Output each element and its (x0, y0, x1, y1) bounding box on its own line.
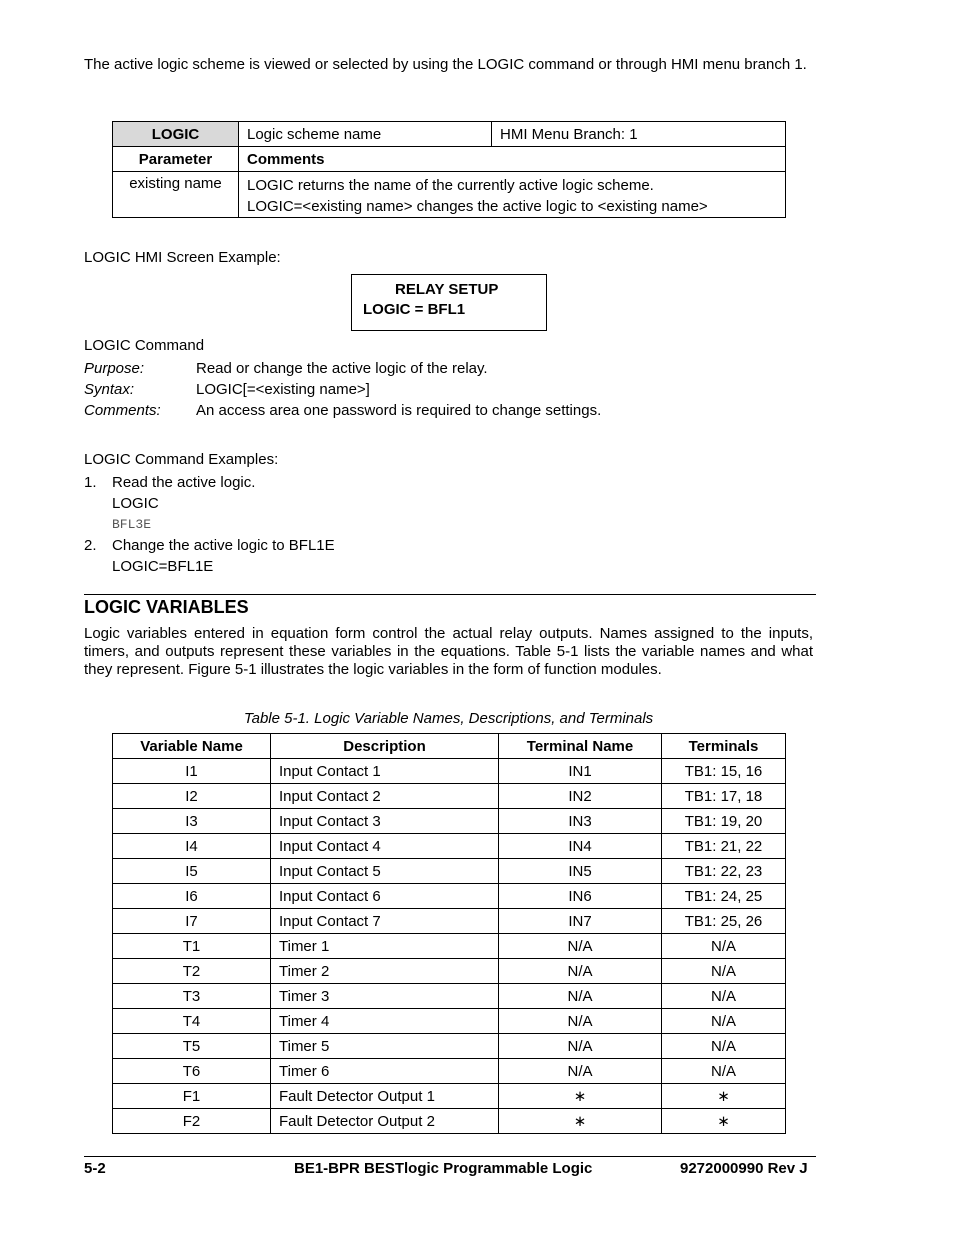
examples-title: LOGIC Command Examples: (84, 451, 279, 468)
comment-line: LOGIC returns the name of the currently active logic scheme. (247, 177, 654, 194)
table-cell: Input Contact 1 (271, 759, 499, 784)
syntax-label: Syntax: (84, 381, 135, 398)
comment-line: LOGIC=<existing name> changes the active logic to <existing name> (247, 198, 708, 215)
table-cell: N/A (499, 959, 662, 984)
section-rule (84, 594, 816, 595)
example-command: LOGIC (112, 495, 159, 512)
column-header: Variable Name (113, 734, 271, 759)
table-cell: TB1: 17, 18 (662, 784, 786, 809)
table-row (113, 784, 786, 809)
table-cell: I1 (113, 759, 271, 784)
table-cell: Input Contact 5 (271, 859, 499, 884)
table-row (113, 1109, 786, 1134)
table-row (113, 884, 786, 909)
table-row (113, 1009, 786, 1034)
footer-page-number: 5-2 (84, 1160, 106, 1177)
section-paragraph: Logic variables entered in equation form control the actual relay outputs. Names assigned to the inputs, timers, and outputs represent these variables in the equations. Table 5-1 lists the variable names and what they represent. Figure 5-1 illustrates the logic variables in the form of function modules. (84, 625, 813, 678)
table-cell: I5 (113, 859, 271, 884)
example-number: 1. (84, 474, 97, 491)
table-row (113, 1084, 786, 1109)
table-row (113, 859, 786, 884)
table-cell: N/A (662, 934, 786, 959)
comments-header: Comments (239, 147, 786, 172)
table-cell: TB1: 25, 26 (662, 909, 786, 934)
example-number: 2. (84, 537, 97, 554)
table-cell: N/A (662, 1034, 786, 1059)
table-cell: F1 (113, 1084, 271, 1109)
intro-paragraph: The active logic scheme is viewed or selected by using the LOGIC command or through HMI menu branch 1. (84, 56, 807, 73)
variable-table (112, 733, 786, 1134)
table-cell: T2 (113, 959, 271, 984)
table-cell: N/A (662, 1009, 786, 1034)
table-cell: Input Contact 4 (271, 834, 499, 859)
example-command: LOGIC=BFL1E (112, 558, 214, 575)
table-cell: Input Contact 7 (271, 909, 499, 934)
table-cell: T6 (113, 1059, 271, 1084)
table-cell: T3 (113, 984, 271, 1009)
table-row (113, 834, 786, 859)
syntax-text: LOGIC[=<existing name>] (196, 381, 370, 398)
comments-text: An access area one password is required to change settings. (196, 402, 602, 419)
table-row (113, 934, 786, 959)
command-name-cell: Logic scheme name (239, 122, 492, 147)
table-cell: ∗ (662, 1084, 786, 1109)
table-cell: N/A (662, 984, 786, 1009)
table-cell: N/A (499, 1034, 662, 1059)
table-cell: ∗ (499, 1084, 662, 1109)
table-cell: Timer 6 (271, 1059, 499, 1084)
table-cell: TB1: 21, 22 (662, 834, 786, 859)
table-cell: N/A (662, 1059, 786, 1084)
command-cell: LOGIC (113, 122, 239, 147)
table-cell: F2 (113, 1109, 271, 1134)
example-text: Change the active logic to BFL1E (112, 537, 335, 554)
parameter-cell: existing name (113, 172, 239, 218)
table-cell: N/A (499, 934, 662, 959)
table-cell: IN5 (499, 859, 662, 884)
hmi-screen (351, 274, 547, 331)
table-cell: Input Contact 2 (271, 784, 499, 809)
table-cell: Timer 5 (271, 1034, 499, 1059)
table-cell: Timer 1 (271, 934, 499, 959)
table-caption: Table 5-1. Logic Variable Names, Descriptions, and Terminals (243, 710, 654, 727)
footer-title: BE1-BPR BESTlogic Programmable Logic (294, 1160, 593, 1177)
example-text: Read the active logic. (112, 474, 256, 491)
hmi-branch-cell: HMI Menu Branch: 1 (492, 122, 786, 147)
table-cell: Timer 3 (271, 984, 499, 1009)
table-cell: I4 (113, 834, 271, 859)
table-row (113, 759, 786, 784)
variable-table-body (113, 759, 786, 1134)
command-table (112, 121, 786, 218)
table-cell: N/A (499, 1059, 662, 1084)
table-row (113, 809, 786, 834)
table-row (113, 909, 786, 934)
column-header: Terminal Name (499, 734, 662, 759)
section-heading: LOGIC VARIABLES (84, 597, 249, 617)
comment-cell (239, 172, 786, 218)
comments-label: Comments: (84, 402, 161, 419)
table-cell: ∗ (499, 1109, 662, 1134)
hmi-line-2: LOGIC = BFL1 (363, 301, 466, 318)
table-cell: Input Contact 6 (271, 884, 499, 909)
table-cell: N/A (499, 1009, 662, 1034)
table-cell: T5 (113, 1034, 271, 1059)
table-cell: N/A (662, 959, 786, 984)
purpose-label: Purpose: (84, 360, 145, 377)
table-cell: N/A (499, 984, 662, 1009)
table-row (113, 959, 786, 984)
table-cell: IN6 (499, 884, 662, 909)
table-row (113, 1059, 786, 1084)
table-cell: Timer 2 (271, 959, 499, 984)
hmi-example-label: LOGIC HMI Screen Example: (84, 249, 281, 266)
table-cell: I6 (113, 884, 271, 909)
table-cell: Fault Detector Output 1 (271, 1084, 499, 1109)
table-cell: TB1: 24, 25 (662, 884, 786, 909)
parameter-header: Parameter (113, 147, 239, 172)
table-row (113, 984, 786, 1009)
table-cell: I7 (113, 909, 271, 934)
table-row (113, 1034, 786, 1059)
table-cell: ∗ (662, 1109, 786, 1134)
command-title: LOGIC Command (84, 337, 205, 354)
column-header: Terminals (662, 734, 786, 759)
table-cell: Fault Detector Output 2 (271, 1109, 499, 1134)
table-cell: TB1: 22, 23 (662, 859, 786, 884)
table-cell: I3 (113, 809, 271, 834)
table-cell: IN2 (499, 784, 662, 809)
table-cell: Timer 4 (271, 1009, 499, 1034)
footer-doc-number: 9272000990 Rev J (680, 1160, 808, 1177)
table-cell: IN7 (499, 909, 662, 934)
table-cell: IN1 (499, 759, 662, 784)
footer-rule (84, 1156, 816, 1157)
table-cell: TB1: 15, 16 (662, 759, 786, 784)
table-cell: T1 (113, 934, 271, 959)
table-cell: IN4 (499, 834, 662, 859)
hmi-line-1: RELAY SETUP (395, 281, 499, 298)
purpose-text: Read or change the active logic of the relay. (196, 360, 488, 377)
table-cell: TB1: 19, 20 (662, 809, 786, 834)
example-response: BFL3E (112, 517, 152, 532)
column-header: Description (271, 734, 499, 759)
table-cell: I2 (113, 784, 271, 809)
table-cell: T4 (113, 1009, 271, 1034)
table-cell: Input Contact 3 (271, 809, 499, 834)
table-cell: IN3 (499, 809, 662, 834)
